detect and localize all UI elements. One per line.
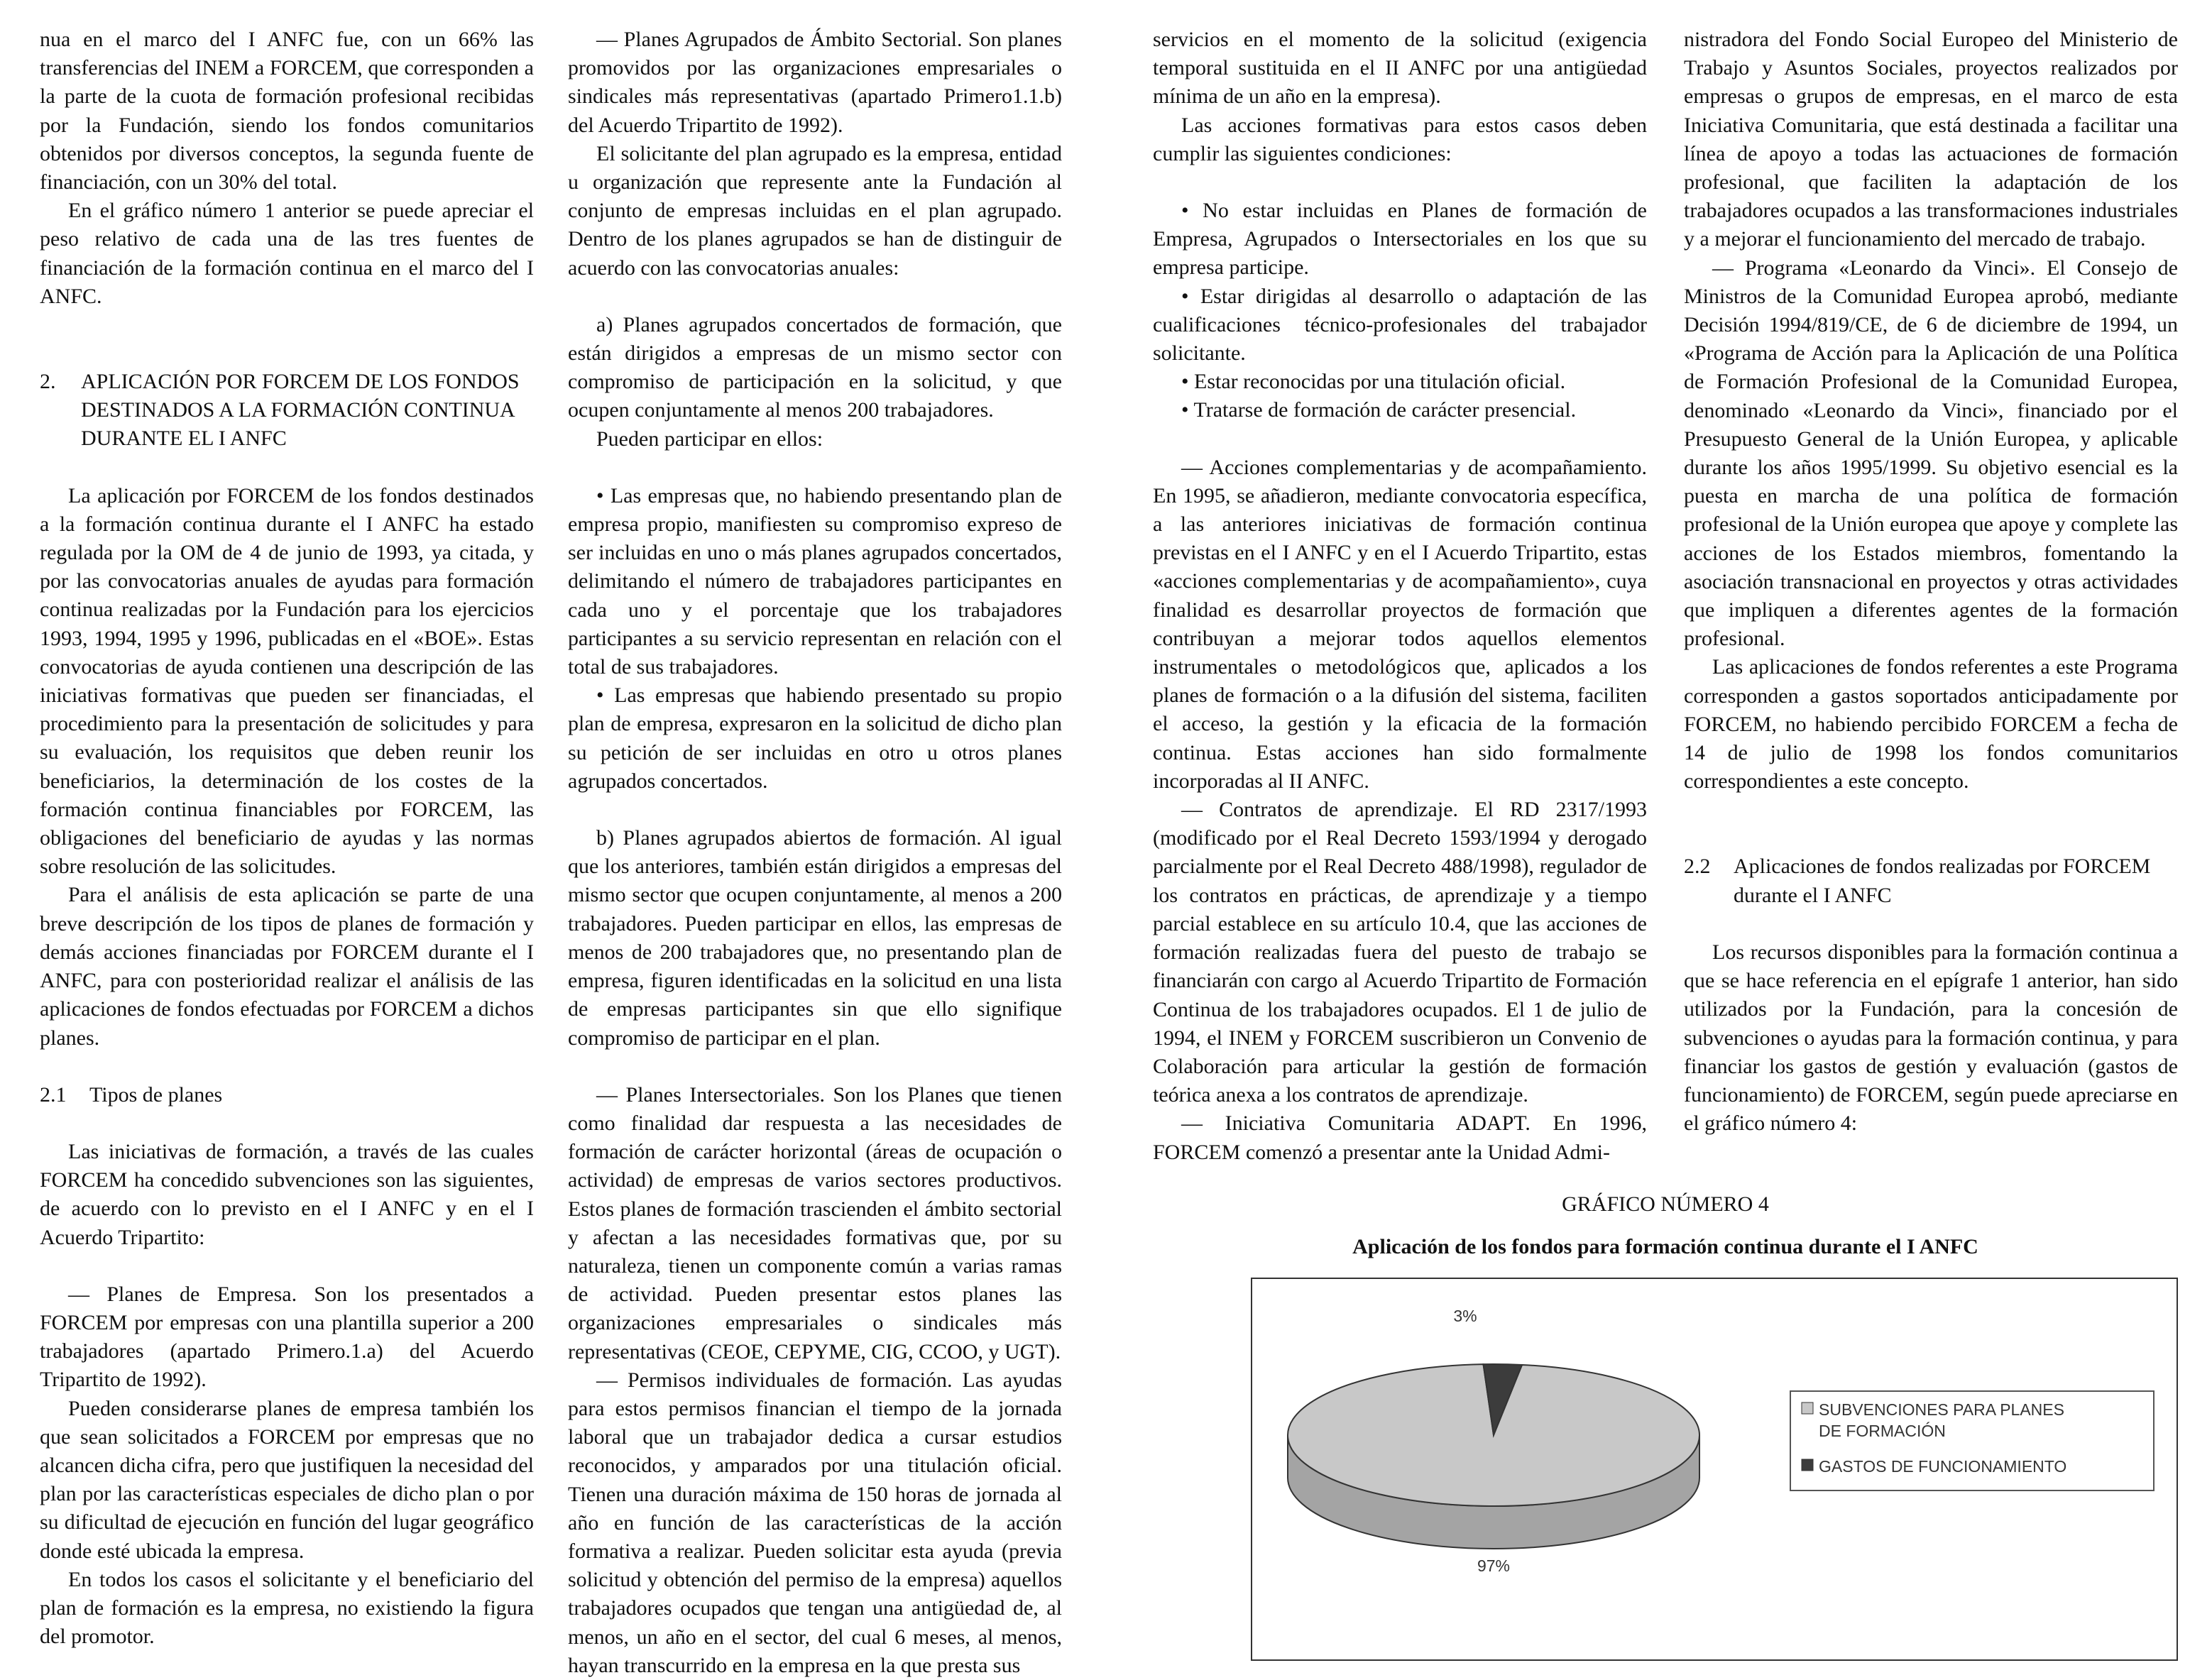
column-2 — [568, 26, 1062, 1680]
heading-number: 2.1 — [40, 1082, 67, 1107]
pie-chart-svg — [1252, 1279, 2179, 1662]
paragraph: En el gráfico número 1 anterior se puede apreciar el peso relativo de cada una de las tres fuentes de financiación de la formación continua en el marco del I ANFC. — [40, 199, 534, 308]
paragraph: La aplicación por FORCEM de los fondos destinados a la formación continua durante el I ANFC ha estado regulada por la OM de 4 de junio de 1993, ya citada, y por las convocatorias anuales de ayudas para formación continua realizadas por la Fundación para los ejercicios 1993, 1994, 1995 y 1996, publicadas en el «BOE». Estas convocatorias de ayuda contienen una descripción de las iniciativas formativas que pueden ser financiadas, el procedimiento para la presentación de solicitudes y para su evaluación, los requisitos que deben reunir los beneficiarios, la determinación de los costes de la formación continua financiables por FORCEM, las obligaciones del beneficiario de ayudas y las normas sobre resolución de las solicitudes. — [40, 483, 534, 879]
paragraph: Las aplicaciones de fondos referentes a este Programa corresponden a gastos soportados anticipadamente por FORCEM, no habiendo percibido FORCEM a fecha de 14 de julio de 1998 los fondos comunitarios correspondientes a este concepto. — [1684, 655, 2178, 794]
paragraph: Para el análisis de esta aplicación se parte de una breve descripción de los tipos de planes de formación y demás acciones financiadas por FORCEM durante el I ANFC, para con posterioridad realizar el análisis de las aplicaciones de fondos efectuadas por FORCEM a dichos planes. — [40, 883, 534, 1050]
column-1 — [40, 26, 534, 1651]
bullet-item: • Estar dirigidas al desarrollo o adaptación de las cualificaciones técnico-profesionales del trabajador solicitante. — [1153, 284, 1647, 366]
bullet-item: • Las empresas que, no habiendo presentando plan de empresa propio, manifiesten su compromiso expreso de ser incluidas en uno o más planes agrupados concertados, delimitando el número de trabajadores participantes en cada uno y el porcentaje que los trabajadores participantes a su servicio representan en relación con el total de sus trabajadores. — [568, 483, 1062, 679]
paragraph: nistradora del Fondo Social Europeo del Ministerio de Trabajo y Asuntos Sociales, proyectos realizados por empresas o grupos de empresas, en el marco de esta Iniciativa Comunitaria, que está destinada a facilitar una línea de apoyo a todas las actuaciones de formación profesional, que faciliten la adaptación de los trabajadores ocupados a las transformaciones industriales y a mejorar el funcionamiento del mercado de trabajo. — [1684, 28, 2178, 251]
slice-label-small: 3% — [1453, 1307, 1477, 1325]
paragraph: — Planes Intersectoriales. Son los Planes que tienen como finalidad dar respuesta a las necesidades de formación de carácter horizontal (áreas de ocupación o actividad) de empresas de varios sectores productivos. Estos planes de formación trascienden el ámbito sectorial y afectan a las necesidades formativas que, por su naturaleza, tienen un componente común a varias ramas de actividad. Pueden presentar estos planes las organizaciones empresariales o sindicales más representativas (CEOE, CEPYME, CIG, CCOO, y UGT). — [568, 1082, 1062, 1363]
paragraph: Pueden participar en ellos: — [596, 427, 823, 451]
paragraph: Los recursos disponibles para la formación continua a que se hace referencia en el epígrafe 1 anterior, han sido utilizados por la Fundación, para la concesión de subvenciones o ayudas para la formación continua, y para financiar los gastos de gestión y evaluación (gastos de funcionamiento) de FORCEM, según puede apreciarse en el gráfico número 4: — [1684, 940, 2178, 1136]
paragraph: — Contratos de aprendizaje. El RD 2317/1993 (modificado por el Real Decreto 1593/1994 y derogado parcialmente por el Real Decreto 488/1998), regulador de los contratos en prácticas, de aprendizaje y a tiempo parcial establece en su artículo 10.4, que las acciones de formación realizadas fuera del puesto de trabajo se financiarán con cargo al Acuerdo Tripartito de Formación Continua de los trabajadores ocupados. El 1 de julio de 1994, el INEM y FORCEM suscribieron un Convenio de Colaboración para articular la gestión de formación teórica anexa a los contratos de aprendizaje. — [1153, 798, 1647, 1107]
heading-text: APLICACIÓN POR FORCEM DE LOS FONDOS DESTINADOS A LA FORMACIÓN CONTINUA DURANTE EL I ANFC — [81, 370, 520, 451]
paragraph: — Planes de Empresa. Son los presentados a FORCEM por empresas con una plantilla superior a 200 trabajadores (apartado Primero.1.a) del Acuerdo Tripartito de 1992). — [40, 1282, 534, 1392]
paragraph: El solicitante del plan agrupado es la empresa, entidad u organización que represente ante la Fundación al conjunto de empresas incluidas en el plan agrupado. Dentro de los planes agrupados se han de distinguir de acuerdo con las convocatorias anuales: — [568, 141, 1062, 280]
paragraph: servicios en el momento de la solicitud (exigencia temporal sustituida en el II ANFC por una antigüedad mínima de un año en la empresa). — [1153, 28, 1647, 109]
section-heading-2-1 — [40, 1081, 534, 1109]
paragraph: — Acciones complementarias y de acompañamiento. En 1995, se añadieron, mediante convocatoria específica, a las anteriores iniciativas de formación continua previstas en el I ANFC y en el I Acuerdo Tripartito, estas «acciones complementarias y de acompañamiento», cuya finalidad es desarrollar proyectos de formación que contribuyan a mejorar todos aquellos elementos instrumentales o metodológicos que, aplicados a los planes de formación o a la difusión del sistema, faciliten el acceso, la gestión y la eficacia de la formación continua. Estas acciones han sido formalmente incorporadas al II ANFC. — [1153, 455, 1647, 793]
paragraph: Las acciones formativas para estos casos deben cumplir las siguientes condiciones: — [1153, 113, 1647, 165]
legend-label: DE FORMACIÓN — [1819, 1422, 1946, 1440]
paragraph: — Iniciativa Comunitaria ADAPT. En 1996, FORCEM comenzó a presentar ante la Unidad Admi- — [1153, 1111, 1647, 1164]
paragraph: — Planes Agrupados de Ámbito Sectorial. Son planes promovidos por las organizaciones empresariales o sindicales más representativas (apartado Primero1.1.b) del Acuerdo Tripartito de 1992). — [568, 28, 1062, 137]
legend-label: SUBVENCIONES PARA PLANES — [1819, 1400, 2064, 1419]
heading-number: 2. — [40, 370, 56, 394]
paragraph: — Permisos individuales de formación. Las ayudas para estos permisos financian el tiempo de la jornada laboral que un trabajador dedica a cursar estudios reconocidos, y amparados por una titulación oficial. Tienen una duración máxima de 150 horas de jornada al año en función de las características de la acción formativa a realizar. Pueden solicitar esta ayuda (previa solicitud y obtención del permiso de la empresa) aquellos trabajadores ocupados que tengan una antigüedad de, al menos, un año en el sector, del cual 6 meses, al menos, hayan transcurrido en la empresa en la que presta sus — [568, 1368, 1062, 1677]
section-heading-2 — [40, 368, 534, 454]
pie-chart — [1251, 1278, 2178, 1661]
column-3 — [1153, 26, 1647, 1167]
paragraph: a) Planes agrupados concertados de formación, que están dirigidos a empresas de un mismo sector con compromiso de participación en la solicitud, y que ocupen conjuntamente al menos 200 trabajadores. — [568, 312, 1062, 422]
legend-swatch-subvenciones — [1802, 1402, 1813, 1414]
paragraph: Las iniciativas de formación, a través de las cuales FORCEM ha concedido subvenciones son las siguientes, de acuerdo con lo previsto en el I ANFC y en el I Acuerdo Tripartito: — [40, 1139, 534, 1249]
section-heading-2-2 — [1684, 852, 2178, 909]
heading-text: Tipos de planes — [89, 1082, 223, 1107]
bullet-item: • No estar incluidas en Planes de formación de Empresa, Agrupados o Intersectoriales en los que su empresa participe. — [1153, 199, 1647, 280]
column-4 — [1684, 26, 2178, 1138]
bullet-item: • Tratarse de formación de carácter presencial. — [1181, 398, 1577, 422]
paragraph: — Programa «Leonardo da Vinci». El Consejo de Ministros de la Comunidad Europea aprobó, mediante Decisión 1994/819/CE, de 6 de diciembre de 1994, un «Programa de Acción para la Aplicación de una Política de Formación Profesional de la Comunidad Europea, denominado «Leonardo da Vinci», financiado por el Presupuesto General de la Unión Europea, y aplicable durante los años 1995/1999. Su objetivo esencial es la puesta en marcha de una política de formación profesional de la Unión europea que apoye y complete las acciones de los Estados miembros, fomentando la asociación transnacional en proyectos y otras actividades que impliquen a diferentes agentes de la formación profesional. — [1684, 256, 2178, 651]
legend-swatch-gastos — [1802, 1459, 1813, 1471]
figure-label: GRÁFICO NÚMERO 4 — [1562, 1192, 1769, 1216]
heading-text: Aplicaciones de fondos realizadas por FORCEM durante el I ANFC — [1734, 855, 2151, 907]
paragraph: En todos los casos el solicitante y el beneficiario del plan de formación es la empresa, no existiendo la figura del promotor. — [40, 1567, 534, 1649]
paragraph: Pueden considerarse planes de empresa también los que sean solicitados a FORCEM por empresas que no alcancen dicha cifra, pero que justifiquen la necesidad del plan por las características especiales de dicho plan o por su dificultad de ejecución en función del lugar geográfico donde esté ubicada la empresa. — [40, 1396, 534, 1563]
legend-label: GASTOS DE FUNCIONAMIENTO — [1819, 1457, 2067, 1476]
figure-title: Aplicación de los fondos para formación continua durante el I ANFC — [1352, 1235, 1978, 1258]
bullet-item: • Las empresas que habiendo presentado su propio plan de empresa, expresaron en la solicitud de dicho plan su petición de ser incluidas en otro u otros planes agrupados concertados. — [568, 683, 1062, 793]
bullet-item: • Estar reconocidas por una titulación oficial. — [1181, 370, 1566, 394]
heading-number: 2.2 — [1684, 855, 1711, 879]
paragraph: b) Planes agrupados abiertos de formación. Al igual que los anteriores, también están dirigidos a empresas del mismo sector que ocupen conjuntamente, al menos a 200 trabajadores. Pueden participar en ellos, las empresas de menos de 200 trabajadores que, no presentando plan de empresa, figuren identificadas en la solicitud en una lista de empresas participantes sin que ello signifique compromiso de participar en el plan. — [568, 826, 1062, 1050]
paragraph: nua en el marco del I ANFC fue, con un 66% las transferencias del INEM a FORCEM, que corresponden a la parte de la cuota de formación profesional recibidas por la Fundación, siendo los fondos comunitarios obtenidos por diversos conceptos, la segunda fuente de financiación, con un 30% del total. — [40, 28, 534, 194]
slice-label-large: 97% — [1477, 1557, 1511, 1575]
